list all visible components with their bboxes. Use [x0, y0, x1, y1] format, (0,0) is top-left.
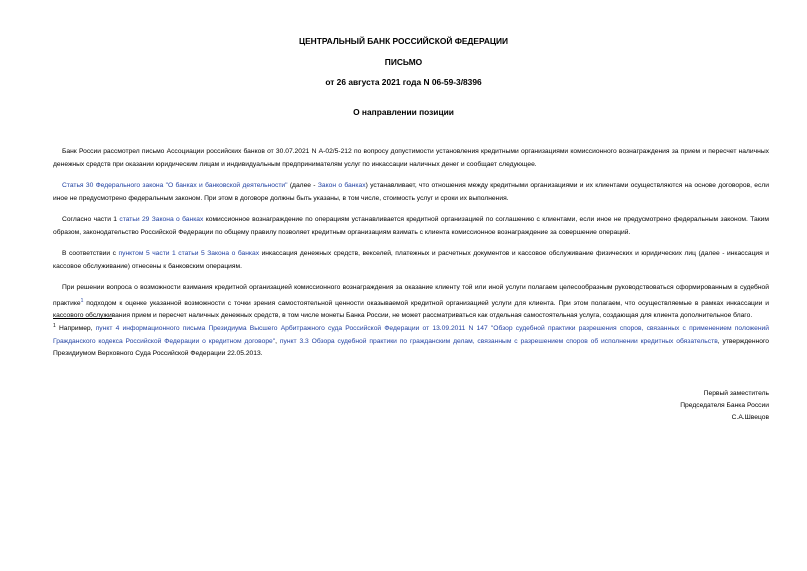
article-5-link[interactable]: пунктом 5 части 1 статьи 5 Закона о банках [118, 250, 260, 257]
paragraph-5: При решении вопроса о возможности взимания кредитной организацией комиссионного вознаграждения за оказание клиенту той или иной услуги полагаем целесообразным руководствоваться сформированным в судебной практике$^1$ подходом к оценке указанной возможности с точки зрения самостоятельной ценности оказываемой кредитной организацией услуги для клиента. При этом полагаем, что осуществляемые в рамках инкассации и кассового обслуживания прием и пересчет наличных денежных средств, в том числе монеты Банка России, не может рассматриваться как отдельная самостоятельная услуга, создающая для клиента дополнительное благо. [53, 284, 769, 320]
signature-position: Первый заместитель [703, 390, 769, 397]
supreme-court-review-link[interactable]: пункт 3.3 Обзора судебной практики по гражданским делам, связанным с разрешением споров об исполнении кредитных обязательств [279, 337, 718, 345]
footnote-divider [53, 318, 112, 319]
paragraph-1: Банк России рассмотрел письмо Ассоциации российских банков от 30.07.2021 N А-02/5-212 по вопросу допустимости установления кредитными организациями комиссионного вознаграждения за прием и пересчет наличных денежных средств при оказании юридическим лицам и индивидуальным предпринимателям услуг по инкассации наличных денег и сообщает следующее. [53, 148, 769, 168]
law-article-30-link[interactable]: Статья 30 Федерального закона "О банках и банковской деятельности" [62, 182, 288, 189]
paragraph-4: В соответствии с пунктом 5 части 1 статьи 5 Закона о банках инкассация денежных средств, векселей, платежных и расчетных документов и кассовое обслуживание физических и юридических лиц (далее - инкассация и кассовое обслуживание) отнесены к банковским операциям. [53, 250, 769, 270]
banking-law-link[interactable]: Закон о банках [317, 182, 366, 189]
org-title: ЦЕНТРАЛЬНЫЙ БАНК РОССИЙСКОЙ ФЕДЕРАЦИИ [298, 36, 509, 46]
date-line: от 26 августа 2021 года N 06-59-3/8396 [325, 77, 482, 87]
subject-title: О направлении позиции [353, 107, 454, 117]
footnote-ref[interactable]: 1 [80, 297, 84, 304]
footnote-number: 1 [53, 322, 56, 329]
vas-letter-link[interactable]: пункт 4 информационного письма Президиума Высшего Арбитражного суда Российской Федерации от 13.09.2011 N 147 "Обзор судебной практики разрешения споров, связанных с применением положений Гражданского кодекса Российской Федерации о кредитном договоре" [53, 325, 769, 345]
document-body [53, 146, 769, 323]
signature-block [680, 388, 769, 424]
paragraph-2: Статья 30 Федерального закона "О банках и банковской деятельности" (далее - Закон о банках) устанавливает, что отношения между кредитными организациями и их клиентами осуществляются на основе договоров, если иное не предусмотрено федеральным законом. При этом в договоре должны быть указаны, в том числе, стоимость услуг и сроки их выполнения. [53, 182, 769, 202]
paragraph-3: Согласно части 1 статьи 29 Закона о банках комиссионное вознаграждение по операциям устанавливается кредитной организацией по соглашению с клиентами, если иное не предусмотрено федеральным законом. Таким образом, законодательство Российской Федерации по общему правилу позволяет кредитным организациям взимать с клиента комиссионное вознаграждение за совершение операций. [53, 216, 770, 236]
signature-name: С.А.Швецов [731, 414, 769, 421]
footnote: $^1$ Например, пункт 4 информационного письма Президиума Высшего Арбитражного суда Российской Федерации от 13.09.2011 N 147 "Обзор судебной практики разрешения споров, связанных с применением положений Гражданского кодекса Российской Федерации о кредитном договоре", пункт 3.3 Обзора судебной практики по гражданским делам, связанным с разрешением споров об исполнении кредитных обязательств, утвержденного Президиумом Верховного Суда Российской Федерации 22.05.2013. [53, 322, 770, 357]
signature-title: Председателя Банка России [680, 402, 769, 409]
article-29-link[interactable]: статьи 29 Закона о банках [119, 216, 204, 223]
doc-type: ПИСЬМО [384, 57, 423, 67]
